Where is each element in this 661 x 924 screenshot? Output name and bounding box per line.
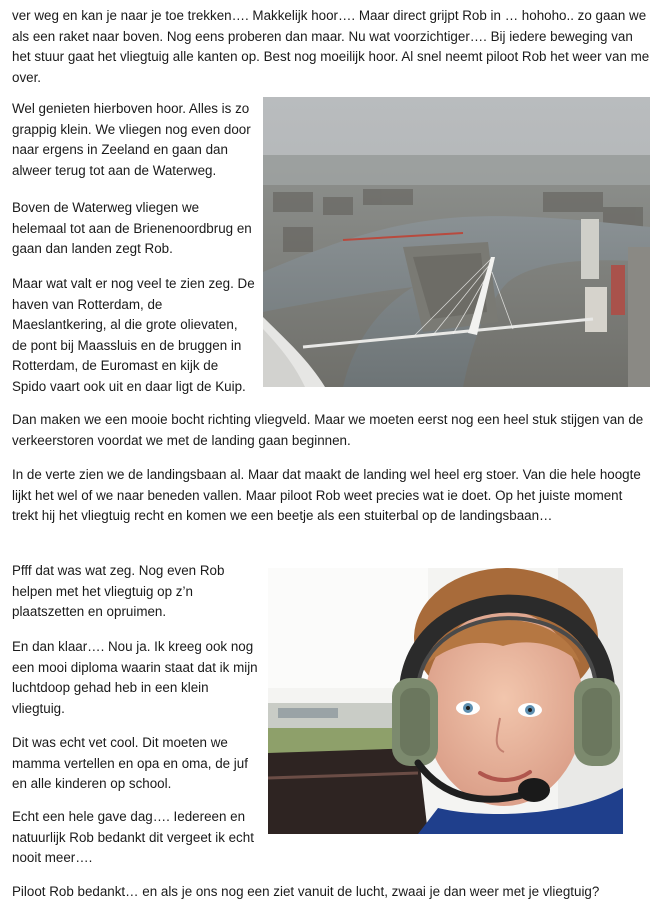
paragraph-intro: ver weg en kan je naar je toe trekken…. Makkelijk hoor…. Maar direct grijpt Rob in … hohoho.. zo gaan we als een raket naar boven. Nog eens proberen dan maar. Nu wat voorzichtiger…. Bij iedere beweging van het stuur gaat het vliegtuig alle kanten op. Best nog moeilijk hoor. Al snel neemt piloot Rob het weer van me over. [12,8,650,85]
paragraph-landingsbaan: In de verte zien we de landingsbaan al. Maar dat maakt de landing wel heel erg stoer. Van die hele hoogte lijkt het wel of we naar beneden vallen. Maar piloot Rob weet precies wat ie doet. Op het juiste moment trekt hij het vliegtuig recht en komen we een beetje als een stuiterbal op de landingsbaan… [12,467,641,524]
paragraph-gave-dag: Echt een hele gave dag…. Iedereen en natuurlijk Rob bedankt dit vergeet ik echt nooit meer…. [12,809,254,866]
paragraph-rotterdam: Maar wat valt er nog veel te zien zeg. De haven van Rotterdam, de Maeslantkering, al die grote olievaten, de pont bij Maassluis en de bruggen in Rotterdam, de Euromast en kijk de Spido vaart ook uit en daar ligt de Kuip. [12,276,255,394]
paragraph-waterweg: Boven de Waterweg vliegen we helemaal tot aan de Brienenoordbrug en gaan dan landen zegt Rob. [12,200,252,257]
aerial-rotterdam-image [263,97,650,387]
paragraph-bedankt: Piloot Rob bedankt… en als je ons nog een ziet vanuit de lucht, zwaai je dan weer met je vliegtuig? [12,884,600,899]
paragraph-pfff: Pfff dat was wat zeg. Nog even Rob helpen met het vliegtuig op z’n plaatszetten en opruimen. [12,563,225,620]
boy-headset-image [268,568,623,834]
paragraph-diploma: En dan klaar…. Nou ja. Ik kreeg ook nog een mooi diploma waarin staat dat ik mijn luchtdoop gehad heb in een klein vliegtuig. [12,639,258,716]
paragraph-cool: Dit was echt vet cool. Dit moeten we mamma vertellen en opa en oma, de juf en alle kinderen op school. [12,735,248,792]
aerial-photo [263,97,650,387]
paragraph-genieten: Wel genieten hierboven hoor. Alles is zo grappig klein. We vliegen nog even door naar ergens in Zeeland en gaan dan alweer terug tot aan de Waterweg. [12,101,251,178]
paragraph-bocht: Dan maken we een mooie bocht richting vliegveld. Maar we moeten eerst nog een heel stuk stijgen van de verkeerstoren voordat we met de landing gaan beginnen. [12,412,644,448]
portrait-photo [268,568,623,834]
